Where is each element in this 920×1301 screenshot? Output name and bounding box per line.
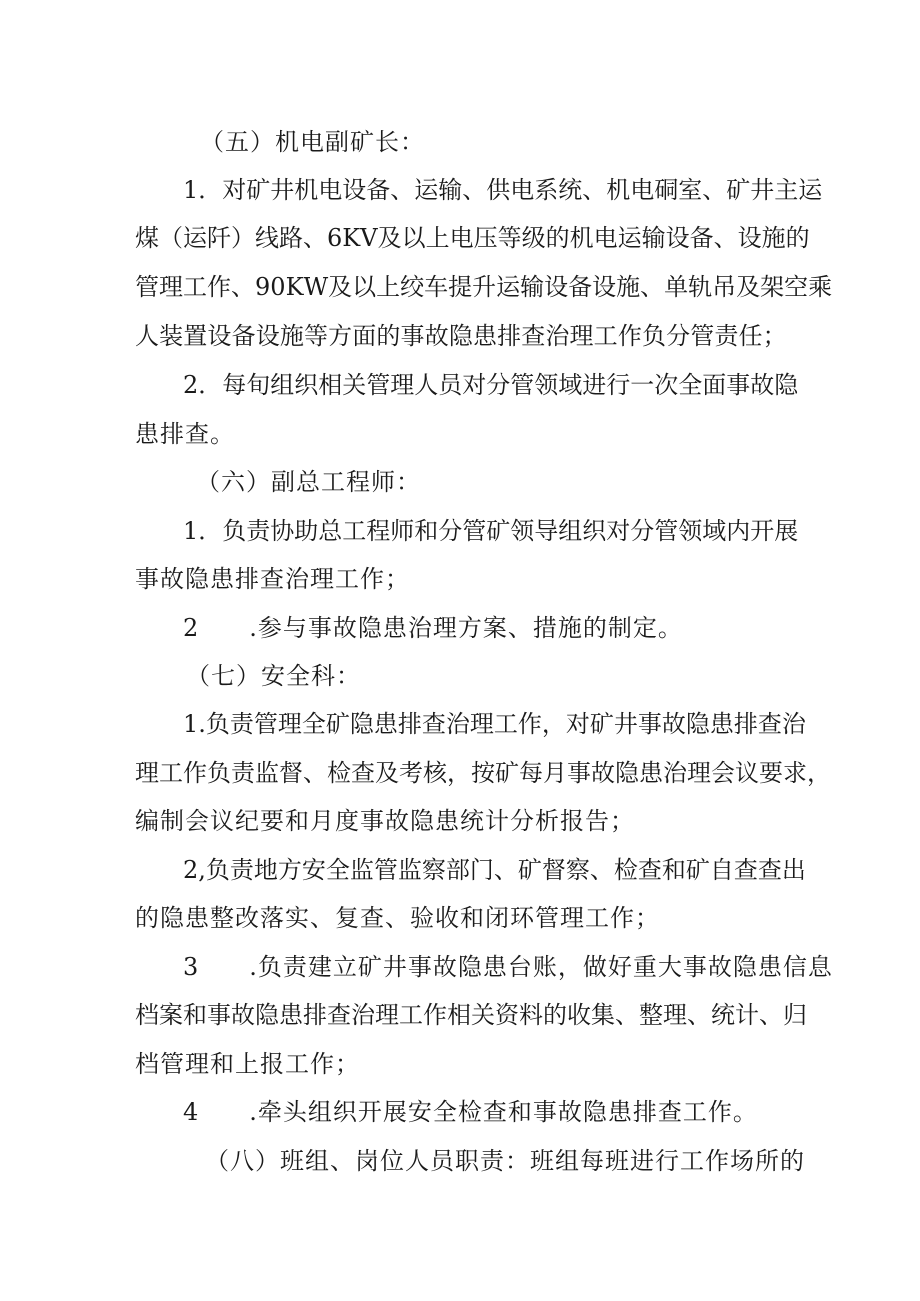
paragraph-line: 理 工 作 负 责 监 督 、 检 查 及 考 核 ， 按 矿 每 月 事 故 隐 患 治 理 会 议 要 求 ， <box>135 759 831 787</box>
paragraph-line: 1 ． 负 责 协 助 总 工 程 师 和 分 管 矿 领 导 组 织 对 分 管 领 域 内 开 展 <box>183 517 799 545</box>
paragraph-line: 编制会议纪要和月度事故隐患统计分析报告； <box>135 807 635 835</box>
paragraph-line: 1 . 负 责 管 理 全 矿 隐 患 排 查 治 理 工 作 ， 对 矿 井 事 故 隐 患 排 查 治 <box>183 710 806 738</box>
paragraph-line: 档 案 和 事 故 隐 患 排 查 治 理 工 作 相 关 资 料 的 收 集 、 整 理 、 统 计 、 归 <box>135 1001 807 1029</box>
heading-6-deputy-chief-engineer: （六）副总工程师： <box>196 468 421 496</box>
paragraph-line: 人 装 置 设 备 设 施 等 方 面 的 事 故 隐 患 排 查 治 理 工 作 负 分 管 责 任 ； <box>135 322 787 350</box>
paragraph-line: 2 .参与事故隐患治理方案、措施的制定。 <box>183 614 683 642</box>
paragraph-line: 2 , 负 责 地 方 安 全 监 管 监 察 部 门 、 矿 督 察 、 检 查 和 矿 自 查 查 出 <box>183 856 806 884</box>
heading-7-safety-department: （七）安全科： <box>186 662 361 690</box>
paragraph-line: 管 理 工 作 、 9 0 K W 及 以 上 绞 车 提 升 运 输 设 备 设 施 、 单 轨 吊 及 架 空 乘 <box>135 273 833 301</box>
paragraph-line: 患排查。 <box>135 420 235 448</box>
heading-8-team-post-personnel-duties: （八）班组、岗位人员职责：班组每班进行工作场所的 <box>205 1147 805 1175</box>
paragraph-line: 档管理和上报工作； <box>135 1050 360 1078</box>
paragraph-line: 煤 （ 运 阡 ） 线 路 、 6 K V 及 以 上 电 压 等 级 的 机 电 运 输 设 备 、 设 施 的 <box>135 224 810 252</box>
heading-5-mechanical-deputy-mine-manager: （五）机电副矿长： <box>200 128 425 156</box>
paragraph-line: 的隐患整改落实、复查、验收和闭环管理工作； <box>135 904 660 932</box>
paragraph-line: 4 .牵头组织开展安全检查和事故隐患排查工作。 <box>183 1098 758 1126</box>
paragraph-line: 1 ． 对 矿 井 机 电 设 备 、 运 输 、 供 电 系 统 、 机 电 硐 室 、 矿 井 主 运 <box>183 176 823 204</box>
paragraph-line: 2 ． 每 旬 组 织 相 关 管 理 人 员 对 分 管 领 域 进 行 一 次 全 面 事 故 隐 <box>183 371 799 399</box>
paragraph-line: 事故隐患排查治理工作； <box>135 565 410 593</box>
paragraph-line: 3 .负责建立矿井事故隐患台账，做好重大事故隐患信息 <box>183 953 833 981</box>
